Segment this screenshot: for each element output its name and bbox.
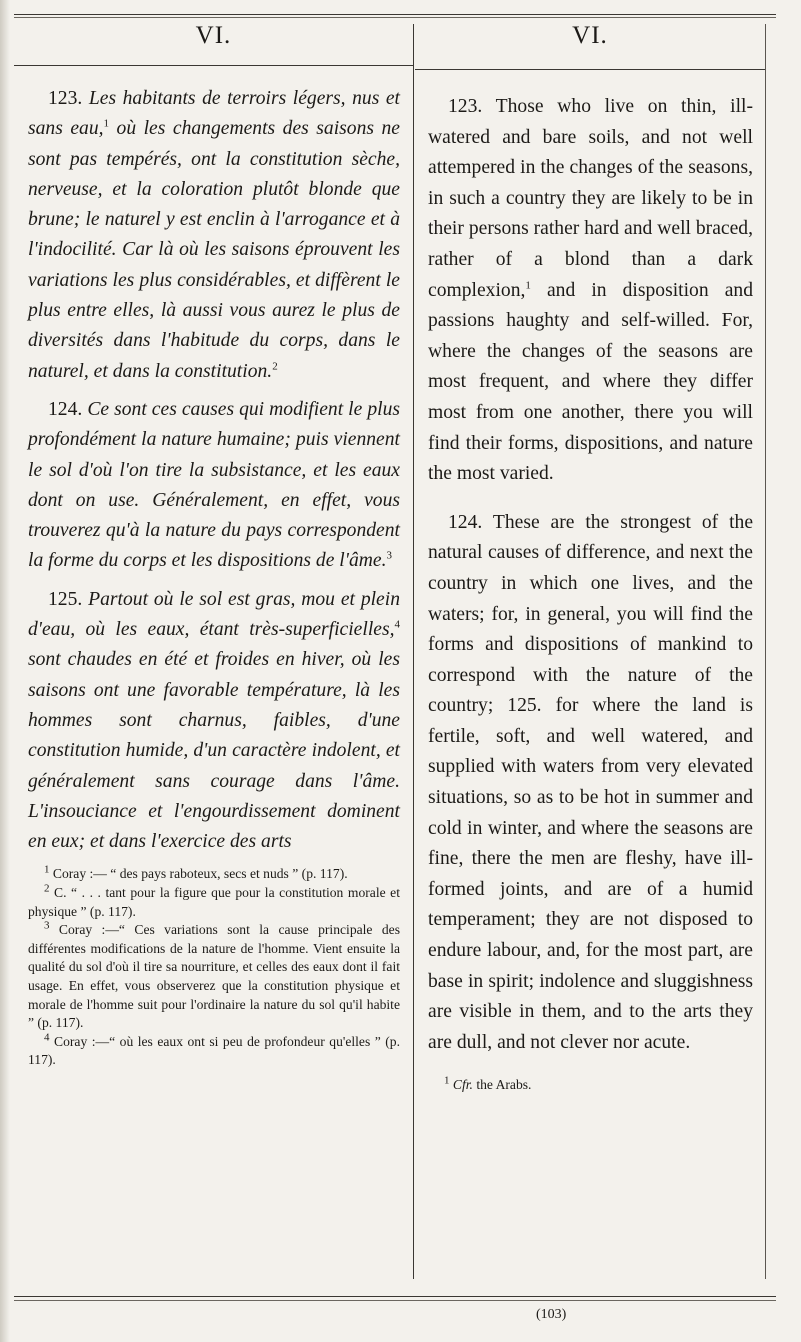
paragraph-number: 123.	[448, 96, 483, 117]
footnote-text: the Arabs.	[472, 1077, 532, 1093]
paragraph-number: 125.	[48, 588, 83, 610]
footnote-cfr: Cfr.	[452, 1077, 473, 1093]
paragraph-text: and in disposition and passions haughty and self-willed. For, where the changes of the seasons are most frequent, and where they differ most from one another, there you will find their forms, dispositions, and nature the most varied.	[428, 279, 753, 485]
footnote-ref: 4	[394, 618, 400, 631]
paragraph-text: Partout où le sol est gras, mou et plein d'eau, où les eaux, étant très-superficielles,	[28, 588, 400, 641]
bottom-rule-inner	[14, 1300, 776, 1301]
english-column	[428, 92, 753, 1094]
column-divider	[413, 24, 414, 1279]
right-column-edge	[765, 24, 766, 1279]
bottom-rule	[14, 1296, 776, 1297]
french-column	[28, 84, 400, 1070]
footnote-ref: 2	[272, 360, 278, 373]
footnote	[28, 1033, 400, 1070]
paragraph-text: Those who live on thin, ill-watered and bare soils, and not well attempered in the changes of the seasons, in such a country they are likely to be in their persons rather hard and well braced, rather of a blond than a dark complexion,	[428, 96, 753, 301]
english-paragraph-124	[428, 508, 753, 1059]
footnote-text: C. “ . . . tant pour la figure que pour la constitution morale et physique ” (p. 117).	[28, 885, 400, 919]
top-rule	[14, 14, 776, 15]
french-paragraph-125	[28, 585, 400, 858]
footnote-text: Coray :— “ des pays raboteux, secs et nuds ” (p. 117).	[52, 866, 348, 882]
footnote-mark: 2	[44, 882, 50, 895]
paragraph-number: 123.	[48, 88, 83, 109]
english-footnote	[428, 1076, 753, 1094]
french-footnotes	[28, 865, 400, 1070]
footnote-mark: 4	[44, 1031, 50, 1044]
paragraph-text: où les changements des saisons ne sont pas tempérés, ont la constitution sèche, nerveuse, et la coloration plutôt blonde que brune; le naturel y est enclin à l'arrogance et à l'indocilité. Car là où les saisons éprouvent les variations les plus considérables, et diffèrent le plus entre elles, là aussi vous aurez le plus de diversités dans l'habitude du corps, dans le naturel, et dans la constitution.	[28, 118, 400, 382]
footnote	[28, 865, 400, 884]
top-rule-inner	[14, 17, 776, 18]
footnote-text: Coray :—“ où les eaux ont si peu de profondeur qu'elles ” (p. 117).	[28, 1033, 401, 1068]
paragraph-text: sont chaudes en été et froides en hiver, où les saisons ont une favorable température, là les hommes sont charnus, faibles, d'une constitution humide, d'un caractère indolent, et généralement sans courage dans l'âme. L'insouciance et l'engourdissement dominent en eux; et dans l'exercice des arts	[28, 649, 400, 853]
english-paragraph-123	[428, 92, 753, 490]
footnote	[28, 884, 400, 921]
paragraph-text: Les habitants de terroirs légers, nus et sans eau,	[28, 88, 401, 140]
right-column-header: VI.	[572, 22, 608, 49]
paragraph-text: These are the strongest of the natural causes of difference, and next the country in which one lives, and the waters; for, in general, you will find the forms and dispositions of mankind to correspond with the nature of the country; 125. for where the land is fertile, soft, and well watered, and supplied with waters from very elevated situations, so as to be hot in summer and cold in winter, and where the seasons are fine, there the men are fleshy, have ill-formed joints, and are of a humid temperament; they are not disposed to endure labour, and, for the most part, are base in spirit; indolence and sluggishness are visible in them, and to the arts they are dull, and not clever nor acute.	[428, 511, 754, 1053]
footnote-text: Coray :—“ Ces variations sont la cause principale des différentes modifications de la nature de l'homme. Vient ensuite la qualité du sol d'où il tire sa nourriture, et celles des eaux dont il fait usage. En effet, vous observerez que la constitution physique et morale de l'homme suit pour l'ordinaire la nature du sol qu'il habite ” (p. 117).	[28, 922, 400, 1031]
french-paragraph-124	[28, 395, 400, 577]
paragraph-text: Ce sont ces causes qui modifient le plus profondément la nature humaine; puis viennent le sol d'où l'on tire la subsistance, et les eaux dont on use. Généralement, en effet, vous trouverez qu'à la nature du pays correspondent la forme du corps et les dispositions de l'âme.	[28, 398, 401, 572]
page-edge-shadow	[0, 0, 10, 1342]
right-header-rule	[415, 69, 765, 70]
footnote-ref: 1	[525, 279, 531, 292]
left-column-header: VI.	[195, 22, 232, 49]
footnote-ref: 1	[103, 117, 110, 130]
left-header-rule	[14, 65, 413, 66]
footnote-mark: 1	[44, 863, 50, 876]
page-number: (103)	[536, 1307, 567, 1322]
footnote	[28, 921, 400, 1033]
footnote-mark: 1	[444, 1074, 450, 1087]
footnote-mark: 3	[44, 919, 50, 932]
french-paragraph-123	[28, 84, 400, 387]
paragraph-number: 124.	[48, 398, 83, 420]
paragraph-number: 124.	[448, 511, 483, 533]
footnote-ref: 3	[386, 549, 392, 562]
